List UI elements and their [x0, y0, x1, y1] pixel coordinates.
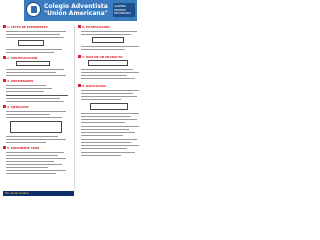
text-line [81, 142, 131, 143]
section-heading: 7. RAÍZ DE UN PRODUCTO [82, 54, 123, 59]
text-line [81, 49, 125, 50]
section-heading: 8. RADICACIÓN [82, 83, 106, 88]
section-heading: 4. EJERCICIOS [7, 104, 29, 109]
text-line [6, 114, 50, 115]
header [0, 0, 149, 21]
text-line [81, 135, 123, 136]
text-line [81, 69, 133, 70]
text-line [81, 129, 129, 130]
text-line [6, 111, 66, 112]
section-heading: 5. EXPONENTE CERO [7, 145, 40, 150]
formula-box [88, 60, 128, 66]
text-line [6, 142, 46, 143]
text-line [6, 88, 52, 89]
text-line [6, 101, 64, 102]
text-line [6, 158, 66, 159]
grade-line: SECUNDARIA [114, 12, 132, 15]
text-line [81, 46, 139, 47]
section-marker [3, 56, 6, 59]
school-title-line1: Colegio Adventista [44, 3, 108, 10]
text-line [6, 155, 58, 156]
text-line [6, 72, 56, 73]
text-line [81, 72, 139, 73]
text-line [6, 139, 66, 140]
formula-box [16, 61, 50, 66]
text-line [6, 95, 68, 96]
worksheet-page [0, 0, 149, 198]
footer-text: 5to de Secundaria [5, 192, 29, 195]
text-line [81, 75, 127, 76]
text-line [6, 91, 44, 92]
section-heading: 3. PROPIEDADES [7, 78, 34, 83]
grade-box [113, 3, 135, 17]
text-line [81, 93, 133, 94]
text-line [81, 126, 139, 127]
section-marker [3, 25, 6, 28]
text-line [6, 136, 58, 137]
grade-line: ÁLGEBRA [114, 5, 127, 8]
text-line [81, 113, 139, 114]
text-line [6, 167, 48, 168]
formula-box [18, 40, 44, 46]
text-line [6, 98, 60, 99]
text-line [81, 34, 131, 35]
text-line [81, 78, 135, 79]
text-line [81, 119, 137, 120]
section-marker [78, 25, 81, 28]
section-heading: 6. POTENCIACIÓN [82, 24, 110, 29]
text-line [81, 99, 121, 100]
text-line [6, 161, 54, 162]
text-line [81, 148, 127, 149]
text-line [81, 132, 135, 133]
grade-line: PRIMERO [114, 8, 126, 12]
school-logo-icon [26, 2, 41, 17]
text-line [81, 139, 137, 140]
text-line [6, 37, 64, 38]
section-marker [78, 55, 81, 58]
section-marker [3, 105, 6, 108]
text-line [81, 155, 121, 156]
column-divider [74, 25, 75, 191]
text-line [81, 90, 139, 91]
section-marker [3, 79, 6, 82]
section-marker [3, 146, 6, 149]
logo-mark [31, 6, 37, 13]
section-heading: 1. LEYES DE EXPONENTES [7, 24, 48, 29]
school-title-line2: "Unión Americana" [44, 10, 108, 17]
text-line [6, 49, 62, 50]
formula-box [92, 37, 124, 43]
text-line [6, 117, 62, 118]
formula-box [10, 121, 62, 133]
text-line [81, 31, 137, 32]
section-heading: 2. MULTIPLICACIÓN [7, 55, 38, 60]
text-line [6, 152, 64, 153]
text-line [6, 85, 46, 86]
text-line [6, 164, 62, 165]
text-line [6, 75, 66, 76]
text-line [6, 34, 60, 35]
text-line [6, 173, 56, 174]
text-line [81, 116, 131, 117]
text-line [81, 122, 125, 123]
text-line [6, 52, 54, 53]
text-line [81, 152, 135, 153]
formula-box [90, 103, 128, 110]
text-line [6, 69, 64, 70]
text-line [81, 96, 137, 97]
text-line [81, 145, 139, 146]
section-marker [78, 84, 81, 87]
text-line [6, 31, 66, 32]
text-line [6, 170, 66, 171]
